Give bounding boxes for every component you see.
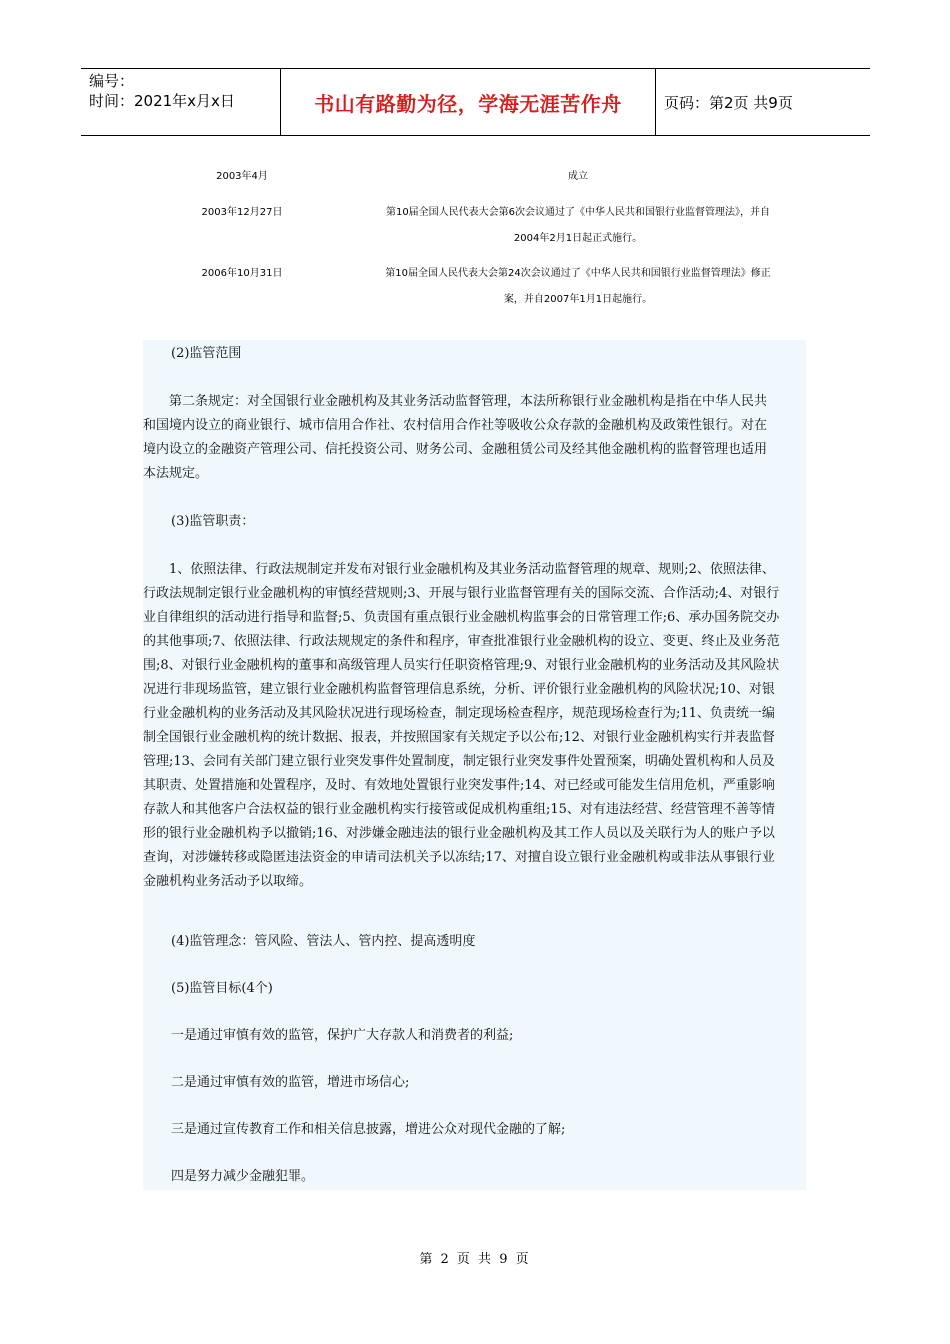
duty-line: 制全国银行业金融机构的统计数据、报表，并按照国家有关规定予以公布;12、对银行业金融机构实行并表监督 bbox=[143, 730, 775, 745]
scope-line: 和国境内设立的商业银行、城市信用合作社、农村信用合作社等吸收公众存款的金融机构及政策性银行。对在 bbox=[143, 418, 768, 433]
duty-line: 况进行非现场监管，建立银行业金融机构监督管理信息系统，分析、评价银行业金融机构的风险状况;10、对银 bbox=[143, 682, 775, 697]
duty-line: 金融机构业务活动予以取缔。 bbox=[143, 874, 313, 889]
timeline-date: 2006年10月31日 bbox=[201, 268, 283, 279]
timeline-desc: 第10届全国人民代表大会第24次会议通过了《中华人民共和国银行业监督管理法》修正 bbox=[385, 268, 771, 279]
page-footer: 第 2 页 共 9 页 bbox=[419, 1252, 531, 1267]
header-page-label: 页码：第2页 共9页 bbox=[664, 93, 793, 112]
goal-item: 三是通过宣传教育工作和相关信息披露，增进公众对现代金融的了解; bbox=[171, 1122, 566, 1137]
duty-line: 的其他事项;7、依照法律、行政法规规定的条件和程序，审查批准银行业金融机构的设立、变更、终止及业务范 bbox=[143, 634, 780, 649]
timeline-desc: 成立 bbox=[568, 171, 588, 182]
scope-line: 本法规定。 bbox=[143, 466, 209, 481]
duty-line: 业自律组织的活动进行指导和监督;5、负责国有重点银行业金融机构监事会的日常管理工作;6、承办国务院交办 bbox=[143, 610, 780, 625]
timeline-desc: 案，并自2007年1月1日起施行。 bbox=[503, 294, 653, 305]
duty-line: 围;8、对银行业金融机构的董事和高级管理人员实行任职资格管理;9、对银行业金融机构的业务活动及其风险状 bbox=[143, 658, 780, 673]
duty-line: 查询，对涉嫌转移或隐匿违法资金的申请司法机关予以冻结;17、对擅自设立银行业金融机构或非法从事银行业 bbox=[143, 850, 775, 865]
goal-item: 四是努力减少金融犯罪。 bbox=[171, 1169, 315, 1184]
duty-heading: (3)监管职责： bbox=[171, 514, 255, 529]
time-label: 时间：2021年x月x日 bbox=[89, 92, 235, 110]
duty-line: 存款人和其他客户合法权益的银行业金融机构实行接管或促成机构重组;15、对有违法经营、经营管理不善等情 bbox=[143, 802, 775, 817]
goal-item: 二是通过审慎有效的监管，增进市场信心; bbox=[171, 1075, 410, 1090]
goals-heading: (5)监管目标(4个) bbox=[171, 981, 273, 996]
duty-line: 1、依照法律、行政法规制定并发布对银行业金融机构及其业务活动监督管理的规章、规则;2、依照法律、 bbox=[143, 562, 775, 577]
duty-line: 形的银行业金融机构予以撤销;16、对涉嫌金融违法的银行业金融机构及其工作人员以及关联行为人的账户予以 bbox=[143, 826, 775, 841]
header-motto: 书山有路勤为径，学海无涯苦作舟 bbox=[281, 69, 656, 135]
scope-paragraph bbox=[143, 390, 803, 486]
number-label: 编号： bbox=[89, 72, 135, 90]
scope-line: 境内设立的金融资产管理公司、信托投资公司、财务公司、金融租赁公司及经其他金融机构的监督管理也适用 bbox=[143, 442, 768, 457]
duty-line: 行政法规制定银行业金融机构的审慎经营规则;3、开展与银行业监督管理有关的国际交流、合作活动;4、对银行 bbox=[143, 586, 780, 601]
duty-paragraph bbox=[143, 558, 803, 894]
concept-line: (4)监管理念：管风险、管法人、管内控、提高透明度 bbox=[171, 934, 476, 949]
document-header bbox=[81, 68, 870, 136]
timeline-date: 2003年4月 bbox=[216, 171, 268, 182]
timeline-desc: 第10届全国人民代表大会第6次会议通过了《中华人民共和国银行业监督管理法》，并自 bbox=[385, 207, 771, 218]
timeline-desc: 2004年2月1日起正式施行。 bbox=[513, 233, 643, 244]
duty-line: 其职责、处置措施和处置程序，及时、有效地处置银行业突发事件;14、对已经或可能发生信用危机，严重影响 bbox=[143, 778, 775, 793]
header-meta bbox=[81, 69, 281, 135]
duty-line: 行业金融机构的业务活动及其风险状况进行现场检查，制定现场检查程序，规范现场检查行为;11、负责统一编 bbox=[143, 706, 775, 721]
scope-line: 第二条规定：对全国银行业金融机构及其业务活动监督管理，本法所称银行业金融机构是指在中华人民共 bbox=[143, 394, 768, 409]
goal-item: 一是通过审慎有效的监管，保护广大存款人和消费者的利益; bbox=[171, 1028, 514, 1043]
duty-line: 管理;13、会同有关部门建立银行业突发事件处置制度，制定银行业突发事件处置预案，明确处置机构和人员及 bbox=[143, 754, 775, 769]
timeline-date: 2003年12月27日 bbox=[201, 207, 283, 218]
scope-heading: (2)监管范围 bbox=[171, 346, 242, 361]
